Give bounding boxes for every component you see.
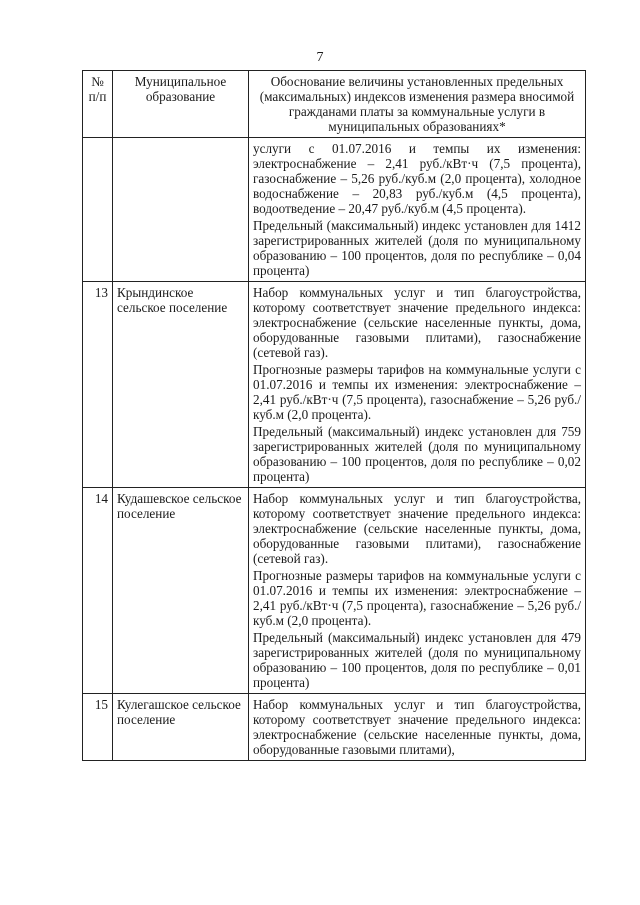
header-number [83,71,113,138]
justification-paragraph: услуги с 01.07.2016 и темпы их изменения: электроснабжение – 2,41 руб./кВт·ч (7,5 процента), газоснабжение – 5,26 руб./куб.м (2,0 процента), холодное водоснабжение – 20,83 руб./куб.м (4,5 процента), водоотведение – 20,47 руб./куб.м (4,5 процента). [253,141,581,216]
row-justification [249,138,586,282]
row-municipality [113,138,249,282]
row-municipality: Кудашевское сельское поселение [113,488,249,694]
justification-paragraph: Предельный (максимальный) индекс установлен для 479 зарегистрированных жителей (доля по муниципальному образованию – 100 процентов, доля по республике – 0,01 процента) [253,630,581,690]
row-number: 15 [83,694,113,761]
row-municipality: Крындинское сельское поселение [113,282,249,488]
justification-paragraph: Набор коммунальных услуг и тип благоустройства, которому соответствует значение предельного индекса: электроснабжение (сельские населенные пункты, дома, оборудованные газовыми плитами), [253,697,581,757]
row-justification [249,282,586,488]
table-row [83,138,586,282]
row-justification [249,488,586,694]
justification-paragraph: Набор коммунальных услуг и тип благоустройства, которому соответствует значение предельного индекса: электроснабжение (сельские населенные пункты, дома, оборудованные газовыми плитами), газоснабжение (сетевой газ). [253,285,581,360]
header-municipality-label: Муниципальное образование [134,74,227,104]
header-number-label: № п/п [88,74,107,104]
justification-paragraph: Набор коммунальных услуг и тип благоустройства, которому соответствует значение предельного индекса: электроснабжение (сельские населенные пункты, дома, оборудованные газовыми плитами), газоснабжение (сетевой газ). [253,491,581,566]
header-municipality [113,71,249,138]
table-row [83,282,586,488]
table-header-row [83,71,586,138]
row-municipality: Кулегашское сельское поселение [113,694,249,761]
justification-paragraph: Предельный (максимальный) индекс установлен для 759 зарегистрированных жителей (доля по муниципальному образованию – 100 процентов, доля по республике – 0,02 процента) [253,424,581,484]
header-justification-label: Обоснование величины установленных предельных (максимальных) индексов изменения размера вносимой гражданами платы за коммунальные услуги в муниципальных образованиях* [259,74,575,134]
row-number: 14 [83,488,113,694]
tariff-index-table [82,70,586,761]
justification-paragraph: Предельный (максимальный) индекс установлен для 1412 зарегистрированных жителей (доля по муниципальному образованию – 100 процентов, доля по республике – 0,04 процента) [253,218,581,278]
row-number [83,138,113,282]
justification-paragraph: Прогнозные размеры тарифов на коммунальные услуги с 01.07.2016 и темпы их изменения: электроснабжение – 2,41 руб./кВт·ч (7,5 процента), газоснабжение – 5,26 руб./куб.м (2,0 процента). [253,568,581,628]
page-number: 7 [316,50,324,65]
row-number: 13 [83,282,113,488]
row-justification [249,694,586,761]
header-justification [249,71,586,138]
table-row [83,694,586,761]
table-row [83,488,586,694]
justification-paragraph: Прогнозные размеры тарифов на коммунальные услуги с 01.07.2016 и темпы их изменения: электроснабжение – 2,41 руб./кВт·ч (7,5 процента), газоснабжение – 5,26 руб./куб.м (2,0 процента). [253,362,581,422]
